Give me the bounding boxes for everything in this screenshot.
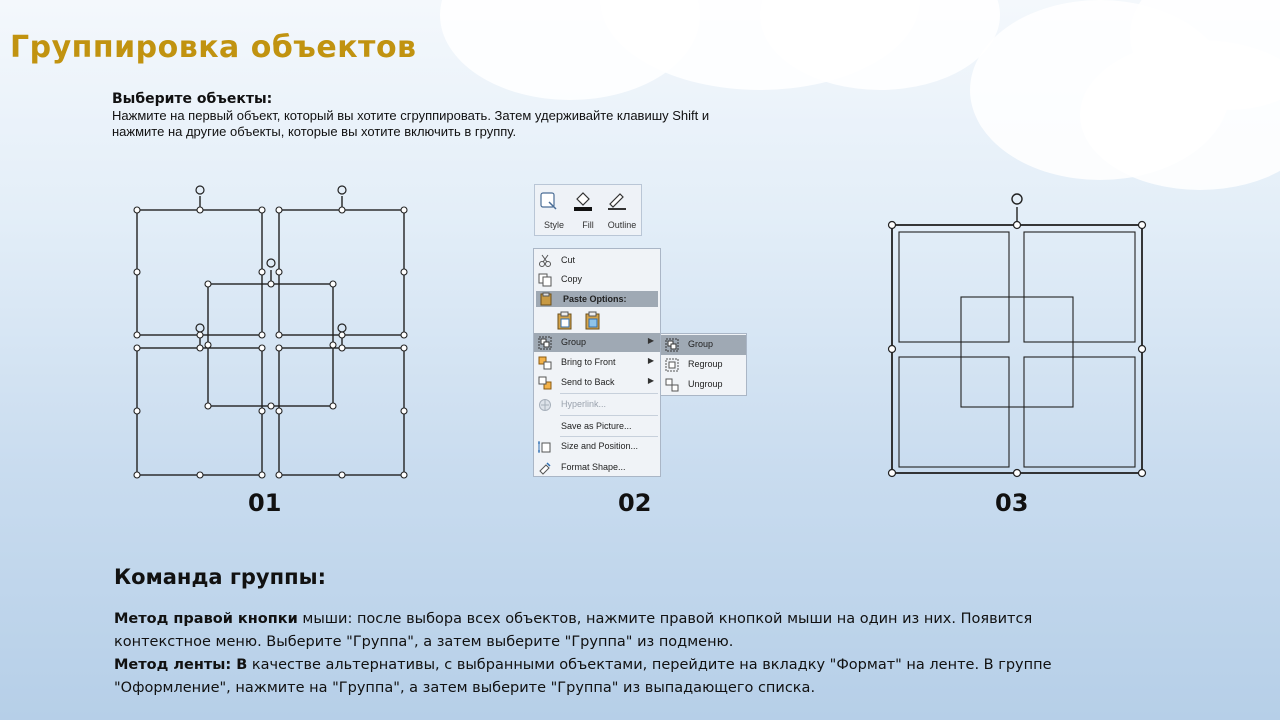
pen-outline-icon: [605, 189, 629, 213]
submenu-item-label: Regroup: [688, 359, 723, 369]
hyperlink-icon: [538, 398, 552, 412]
group-command-heading: Команда группы:: [114, 565, 326, 589]
method-right-click-title: Метод правой кнопки: [114, 611, 298, 627]
step-label-03: 03: [995, 489, 1029, 517]
group-submenu: [660, 333, 747, 396]
submenu-item-group[interactable]: [661, 335, 746, 355]
menu-item-copy[interactable]: [534, 270, 660, 289]
intro-block: [112, 90, 732, 140]
paste-options-label: Paste Options:: [563, 294, 627, 304]
shape-style-icon: [537, 189, 561, 213]
outline-button[interactable]: [605, 189, 639, 233]
menu-separator: [560, 393, 658, 394]
bring-to-front-icon: [538, 356, 552, 370]
slide-title: Группировка объектов: [10, 30, 417, 65]
menu-separator: [560, 415, 658, 416]
menu-item-label: Cut: [561, 255, 576, 265]
menu-item-label: Group: [561, 337, 587, 347]
scissors-icon: [538, 254, 552, 268]
step-label-02: 02: [618, 489, 652, 517]
submenu-arrow-icon: ▶: [647, 336, 654, 345]
submenu-arrow-icon: ▶: [647, 356, 654, 365]
style-label: Style: [543, 220, 564, 230]
fill-bucket-icon: [571, 189, 595, 213]
menu-item-send-to-back[interactable]: [534, 373, 660, 392]
intro-body: Нажмите на первый объект, который вы хотите сгруппировать. Затем удерживайте клавишу Shift и нажмите на другие объекты, которые вы хотите включить в группу.: [112, 108, 710, 139]
menu-item-label: Hyperlink...: [561, 399, 607, 409]
copy-icon: [538, 273, 552, 287]
menu-item-group[interactable]: [534, 333, 660, 352]
menu-item-size-and-position[interactable]: [534, 437, 660, 456]
outline-label: Outline: [607, 220, 637, 230]
menu-item-cut[interactable]: [534, 251, 660, 270]
method-right-click-paragraph: [114, 608, 1114, 654]
paste-keep-formatting-icon[interactable]: [556, 311, 574, 331]
paste-picture-icon[interactable]: [584, 311, 602, 331]
method-ribbon-paragraph: [114, 654, 1114, 700]
ungroup-icon: [665, 378, 679, 392]
submenu-item-label: Ungroup: [688, 379, 723, 389]
group-icon: [538, 336, 552, 350]
intro-heading: Выберите объекты:: [112, 91, 273, 107]
style-button[interactable]: [537, 189, 571, 233]
method-ribbon-title: Метод ленты: В: [114, 657, 248, 673]
submenu-arrow-icon: ▶: [647, 376, 654, 385]
fill-label: Fill: [582, 220, 594, 230]
method-ribbon-text: качестве альтернативы, с выбранными объектами, перейдите на вкладку "Формат" на ленте. В группе "Оформление", нажмите на "Группа", а затем выберите "Группа" из выпадающего списка.: [114, 657, 1052, 696]
diagram-selected-shapes: [125, 180, 420, 485]
menu-item-label: Send to Back: [561, 377, 615, 387]
menu-item-label: Copy: [561, 274, 583, 284]
menu-item-save-as-picture[interactable]: [534, 417, 660, 436]
menu-item-label: Save as Picture...: [561, 421, 632, 431]
menu-item-hyperlink[interactable]: [534, 395, 660, 414]
submenu-item-regroup[interactable]: [661, 355, 746, 375]
diagram-grouped-shape: [880, 185, 1155, 485]
clipboard-icon: [539, 292, 553, 306]
group-icon: [665, 338, 679, 352]
menu-item-format-shape[interactable]: [534, 458, 660, 477]
menu-item-label: Bring to Front: [561, 357, 616, 367]
fill-button[interactable]: [571, 189, 605, 233]
menu-item-label: Format Shape...: [561, 462, 626, 472]
regroup-icon: [665, 358, 679, 372]
menu-item-bring-to-front[interactable]: [534, 353, 660, 372]
format-shape-icon: [538, 461, 552, 475]
paste-options-header: [536, 291, 658, 307]
method-right-click-text: мыши: после выбора всех объектов, нажмите правой кнопкой мыши на один из них. Появится контекстное меню. Выберите "Группа", а затем выберите "Группа" из подменю.: [114, 611, 1033, 650]
submenu-item-ungroup[interactable]: [661, 375, 746, 395]
size-position-icon: [538, 440, 552, 454]
context-menu: [533, 248, 661, 477]
menu-item-label: Size and Position...: [561, 441, 639, 451]
send-to-back-icon: [538, 376, 552, 390]
step-label-01: 01: [248, 489, 282, 517]
submenu-item-label: Group: [688, 339, 714, 349]
format-ribbon: [534, 184, 642, 236]
